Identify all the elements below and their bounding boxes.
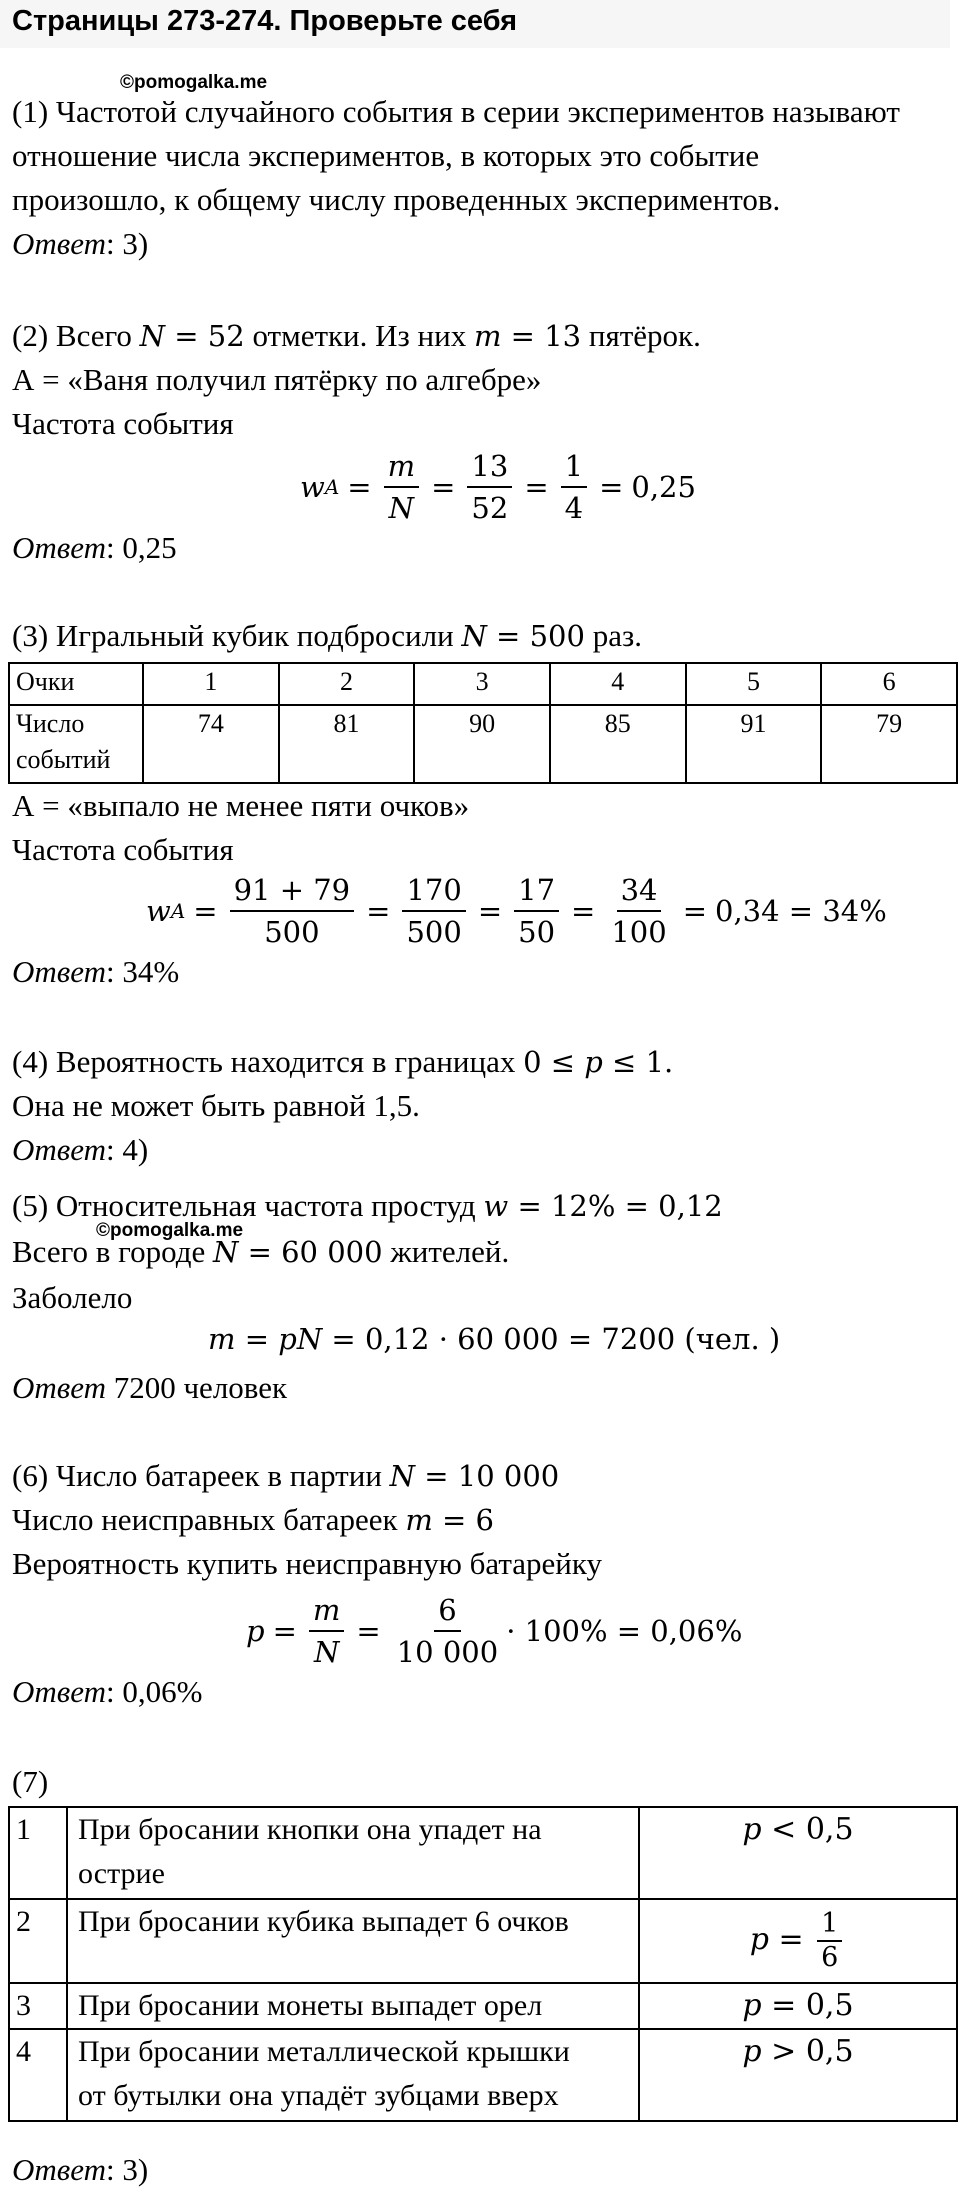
dice-results-table [8,662,958,784]
table-cell: Число событий [9,705,143,783]
q3-answer: Ответ: 34% [12,954,180,989]
table-cell: 91 [686,705,822,783]
q1-line-1: (1) Частотой случайного события в серии экспериментов называют [12,94,900,129]
q5-line-3: Заболело [12,1280,133,1315]
q3-line-1: (3) Игральный кубик подбросили N = 500 раз. [12,618,642,653]
watermark: ©pomogalka.me [120,72,268,93]
q6-line-2: Число неисправных батареек m = 6 [12,1502,494,1537]
table-cell: 3 [9,1983,67,2029]
q1-line-3: произошло, к общему числу проведенных экспериментов. [12,182,781,217]
q7-label: (7) [12,1764,49,1799]
table-cell: 3 [414,663,550,705]
table-cell: 1 [143,663,279,705]
table-cell: 74 [143,705,279,783]
probability-table [8,1806,958,2122]
table-cell: 4 [9,2029,67,2121]
page-title: Страницы 273-274. Проверьте себя [12,5,518,37]
q2-line-3: Частота события [12,406,234,441]
q2-line-1: (2) Всего N = 52 отметки. Из них m = 13 пятёрок. [12,318,701,353]
q6-line-1: (6) Число батареек в партии N = 10 000 [12,1458,560,1493]
q5-line-1: (5) Относительная частота простуд w = 12% = 0,12 [12,1188,723,1223]
table-cell: При бросании кубика выпадет 6 очков [67,1899,639,1983]
q2-line-2: А = «Ваня получил пятёрку по алгебре» [12,362,542,397]
q6-formula: p = $\frac{m}{N}$ = $\frac{6}{10 000}$ · 100% = 0,06% [246,1590,742,1672]
q5-formula: m = pN = 0,12 · 60 000 = 7200 (чел. ) [208,1322,781,1356]
table-cell: При бросании кнопки она упадет на острие [67,1807,639,1899]
q5-line-2: Всего в городе N = 60 000 жителей. [12,1234,510,1269]
table-cell: При бросании монеты выпадет орел [67,1983,639,2029]
table-row [9,2029,957,2121]
table-cell: 6 [821,663,957,705]
q5-answer: Ответ 7200 человек [12,1370,288,1405]
table-cell: 4 [550,663,686,705]
table-cell: p = 0,5 [639,1983,957,2029]
q4-line-1: (4) Вероятность находится в границах 0 ≤ p ≤ 1. [12,1044,674,1079]
q6-line-3: Вероятность купить неисправную батарейку [12,1546,603,1581]
q3-line-2: А = «выпало не менее пяти очков» [12,788,470,823]
table-row [9,1983,957,2029]
table-cell: 5 [686,663,822,705]
table-cell: p > 0,5 [639,2029,957,2121]
q2-answer: Ответ: 0,25 [12,530,177,565]
table-row [9,1807,957,1899]
table-cell: 81 [279,705,415,783]
table-cell: При бросании металлической крышки от бутылки она упадёт зубцами вверх [67,2029,639,2121]
table-cell: p = $\frac{1}{6}$ [639,1899,957,1983]
q1-answer: Ответ: 3) [12,226,149,261]
q4-line-2: Она не может быть равной 1,5. [12,1088,420,1123]
table-cell: Очки [9,663,143,705]
q3-formula: w A = $\frac{91 + 79}{500}$ = $\frac{170}{500}$ = $\frac{17}{50}$ = $\frac{34}{100}$ = 0,34 = 34% [146,870,887,952]
watermark: ©pomogalka.me [96,1220,244,1241]
table-cell: p < 0,5 [639,1807,957,1899]
table-cell: 2 [279,663,415,705]
table-cell: 79 [821,705,957,783]
table-cell: 1 [9,1807,67,1899]
table-row [9,705,957,783]
q2-formula: w A = $\frac{m}{N}$ = $\frac{13}{52}$ = $\frac{1}{4}$ = 0,25 [300,446,696,528]
q7-answer: Ответ: 3) [12,2152,149,2187]
table-row [9,663,957,705]
page-header [0,0,950,48]
q3-line-3: Частота события [12,832,234,867]
q4-answer: Ответ: 4) [12,1132,149,1167]
table-row [9,1899,957,1983]
q1-line-2: отношение числа экспериментов, в которых это событие [12,138,760,173]
table-cell: 85 [550,705,686,783]
q6-answer: Ответ: 0,06% [12,1674,203,1709]
table-cell: 2 [9,1899,67,1983]
table-cell: 90 [414,705,550,783]
